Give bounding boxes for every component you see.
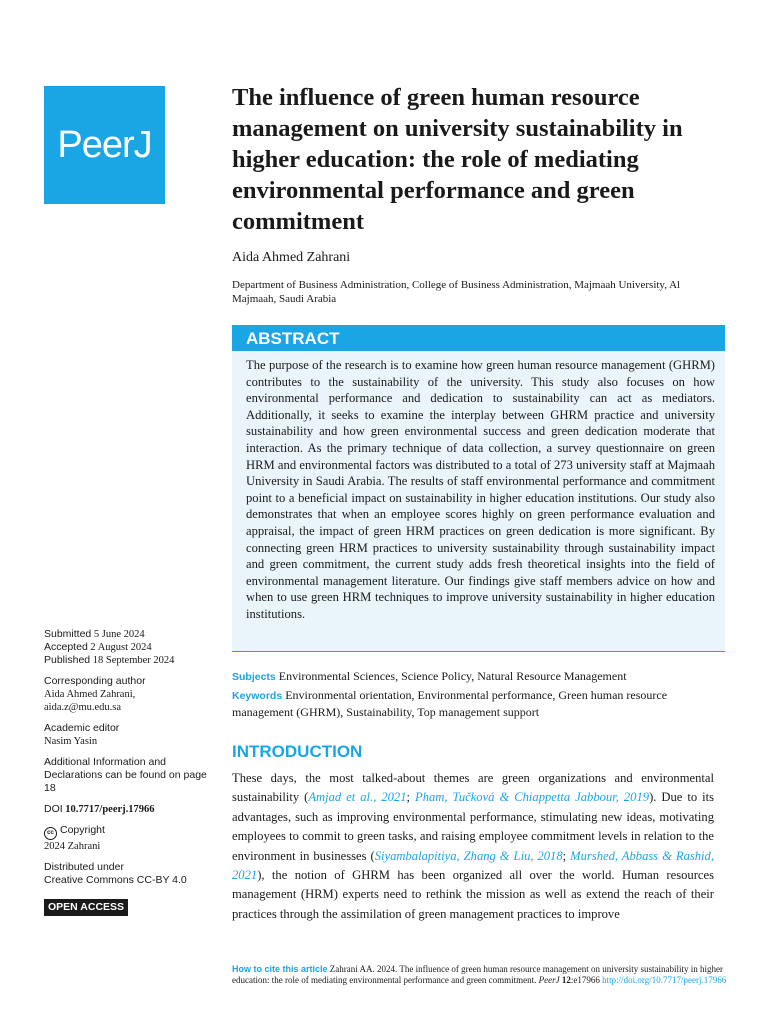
- journal-volume: 12: [561, 975, 571, 985]
- copyright-holder: 2024 Zahrani: [44, 841, 101, 852]
- keywords-value: Environmental orientation, Environmental performance, Green human resource management (GHRM), Sustainability, Top management support: [232, 688, 668, 719]
- introduction-heading: INTRODUCTION: [232, 742, 363, 761]
- published-label: Published: [44, 654, 91, 666]
- copyright-block: [44, 824, 214, 853]
- subjects-value: Environmental Sciences, Science Policy, Natural Resource Management: [278, 669, 627, 683]
- corresponding-author-label: Corresponding author: [44, 675, 146, 687]
- subjects-label: Subjects: [232, 671, 276, 683]
- cite-label: How to cite this article: [232, 964, 328, 974]
- abstract-heading: ABSTRACT: [232, 325, 725, 351]
- accepted-date: 2 August 2024: [90, 642, 152, 653]
- keywords-label: Keywords: [232, 690, 283, 702]
- intro-text: ). Due to its advantages, such as improving environmental performance, stimulating new ideas, motivating employees to commit to green tasks, and raising employee commitment levels in relation to the environment in businesses (: [232, 790, 715, 863]
- subjects-line: [232, 669, 627, 684]
- intro-text: These days, the most talked-about themes are green organizations and environmental sustainability (: [232, 771, 714, 805]
- intro-text: ;: [406, 790, 415, 805]
- abstract-text: The purpose of the research is to examine how green human resource management (GHRM) contributes to the sustainability of the university. This study also focuses on how environmental performance and dedication to sustainability can act as mediators. Additionally, it seeks to examine the interplay between GHRM practice and university sustainability and how green environmental success and green dedication moderate that interaction. As the primary technique of data collection, a survey questionnaire on green HRM and environmental factors was distributed to a total of 273 university staff at Majmaah University in Saudi Arabia. The results of staff environmental performance and commitment point to a beneficial impact on sustainability in higher education institutions. Our study also demonstrates that when an employee scores highly on green performance evaluation and appraisal, the impact of green HRM practices on green dedication is more significant. By connecting green HRM practices to university sustainability through sustainability impact and green commitment, the current study adds fresh theoretical insights into the field of environmental management literature. Our findings give staff members advice on how and when to use green HRM techniques to improve university sustainability in higher education institutions.: [246, 358, 715, 621]
- abstract-section: [232, 325, 725, 652]
- distributed-label: Distributed under: [44, 861, 124, 873]
- editor-label: Academic editor: [44, 722, 120, 734]
- article-title: The influence of green human resource management on university sustainability in higher education: the role of mediating environmental performance and green commitment: [232, 84, 683, 235]
- doi-label: DOI: [44, 803, 63, 815]
- corresponding-author-block: [44, 675, 214, 714]
- journal-name: PeerJ: [538, 975, 560, 985]
- creative-commons-icon: cc: [44, 827, 57, 840]
- citation-footer: [232, 964, 732, 986]
- license-block: [44, 861, 214, 887]
- citation-link[interactable]: Siyambalapitiya, Zhang & Liu, 2018: [374, 848, 563, 863]
- citation-link[interactable]: Pham, Tučková & Chiappetta Jabbour, 2019: [415, 790, 650, 805]
- accepted-label: Accepted: [44, 641, 88, 653]
- author-name: Aida Ahmed Zahrani: [232, 250, 351, 265]
- doi-value[interactable]: 10.7717/peerj.17966: [65, 804, 155, 815]
- editor-name: Nasim Yasin: [44, 736, 98, 747]
- logo-text: PeerJ: [57, 123, 152, 166]
- submitted-date: 5 June 2024: [93, 629, 145, 640]
- citation-link[interactable]: Amjad et al., 2021: [308, 790, 407, 805]
- additional-info[interactable]: Additional Information and Declarations can be found on page 18: [44, 756, 207, 794]
- sidebar-metadata: [44, 628, 214, 916]
- cite-text: Zahrani AA. 2024. The influence of green human resource management on university sustainability in higher education: the role of mediating environmental performance and green commitment.: [232, 964, 724, 985]
- corresponding-author-email[interactable]: aida.z@mu.edu.sa: [44, 702, 122, 713]
- license-link[interactable]: Creative Commons CC-BY 4.0: [44, 874, 187, 886]
- peerj-logo: [44, 86, 165, 204]
- article-number: :e17966: [570, 975, 600, 985]
- doi-link[interactable]: http://doi.org/10.7717/peerj.17966: [602, 975, 727, 985]
- intro-text: ;: [562, 848, 571, 863]
- submitted-label: Submitted: [44, 628, 92, 640]
- intro-text: ), the notion of GHRM has been organized all over the world. Human resources management (HRM) experts need to rethink the mission as well as extend the reach of their practices through the assimilation of green management practices to improve: [232, 868, 714, 921]
- editor-block: [44, 722, 214, 748]
- corresponding-author-name: Aida Ahmed Zahrani,: [44, 689, 136, 700]
- dates-block: [44, 628, 214, 667]
- author-affiliation: Department of Business Administration, College of Business Administration, Majmaah University, Al Majmaah, Saudi Arabia: [232, 279, 681, 305]
- open-access-badge: OPEN ACCESS: [44, 899, 128, 916]
- citation-link[interactable]: Murshed, Abbass & Rashid, 2021: [232, 848, 715, 883]
- copyright-label: Copyright: [60, 824, 105, 836]
- published-date: 18 September 2024: [92, 655, 175, 666]
- introduction-paragraph: [232, 769, 714, 924]
- keywords-line: [232, 687, 702, 720]
